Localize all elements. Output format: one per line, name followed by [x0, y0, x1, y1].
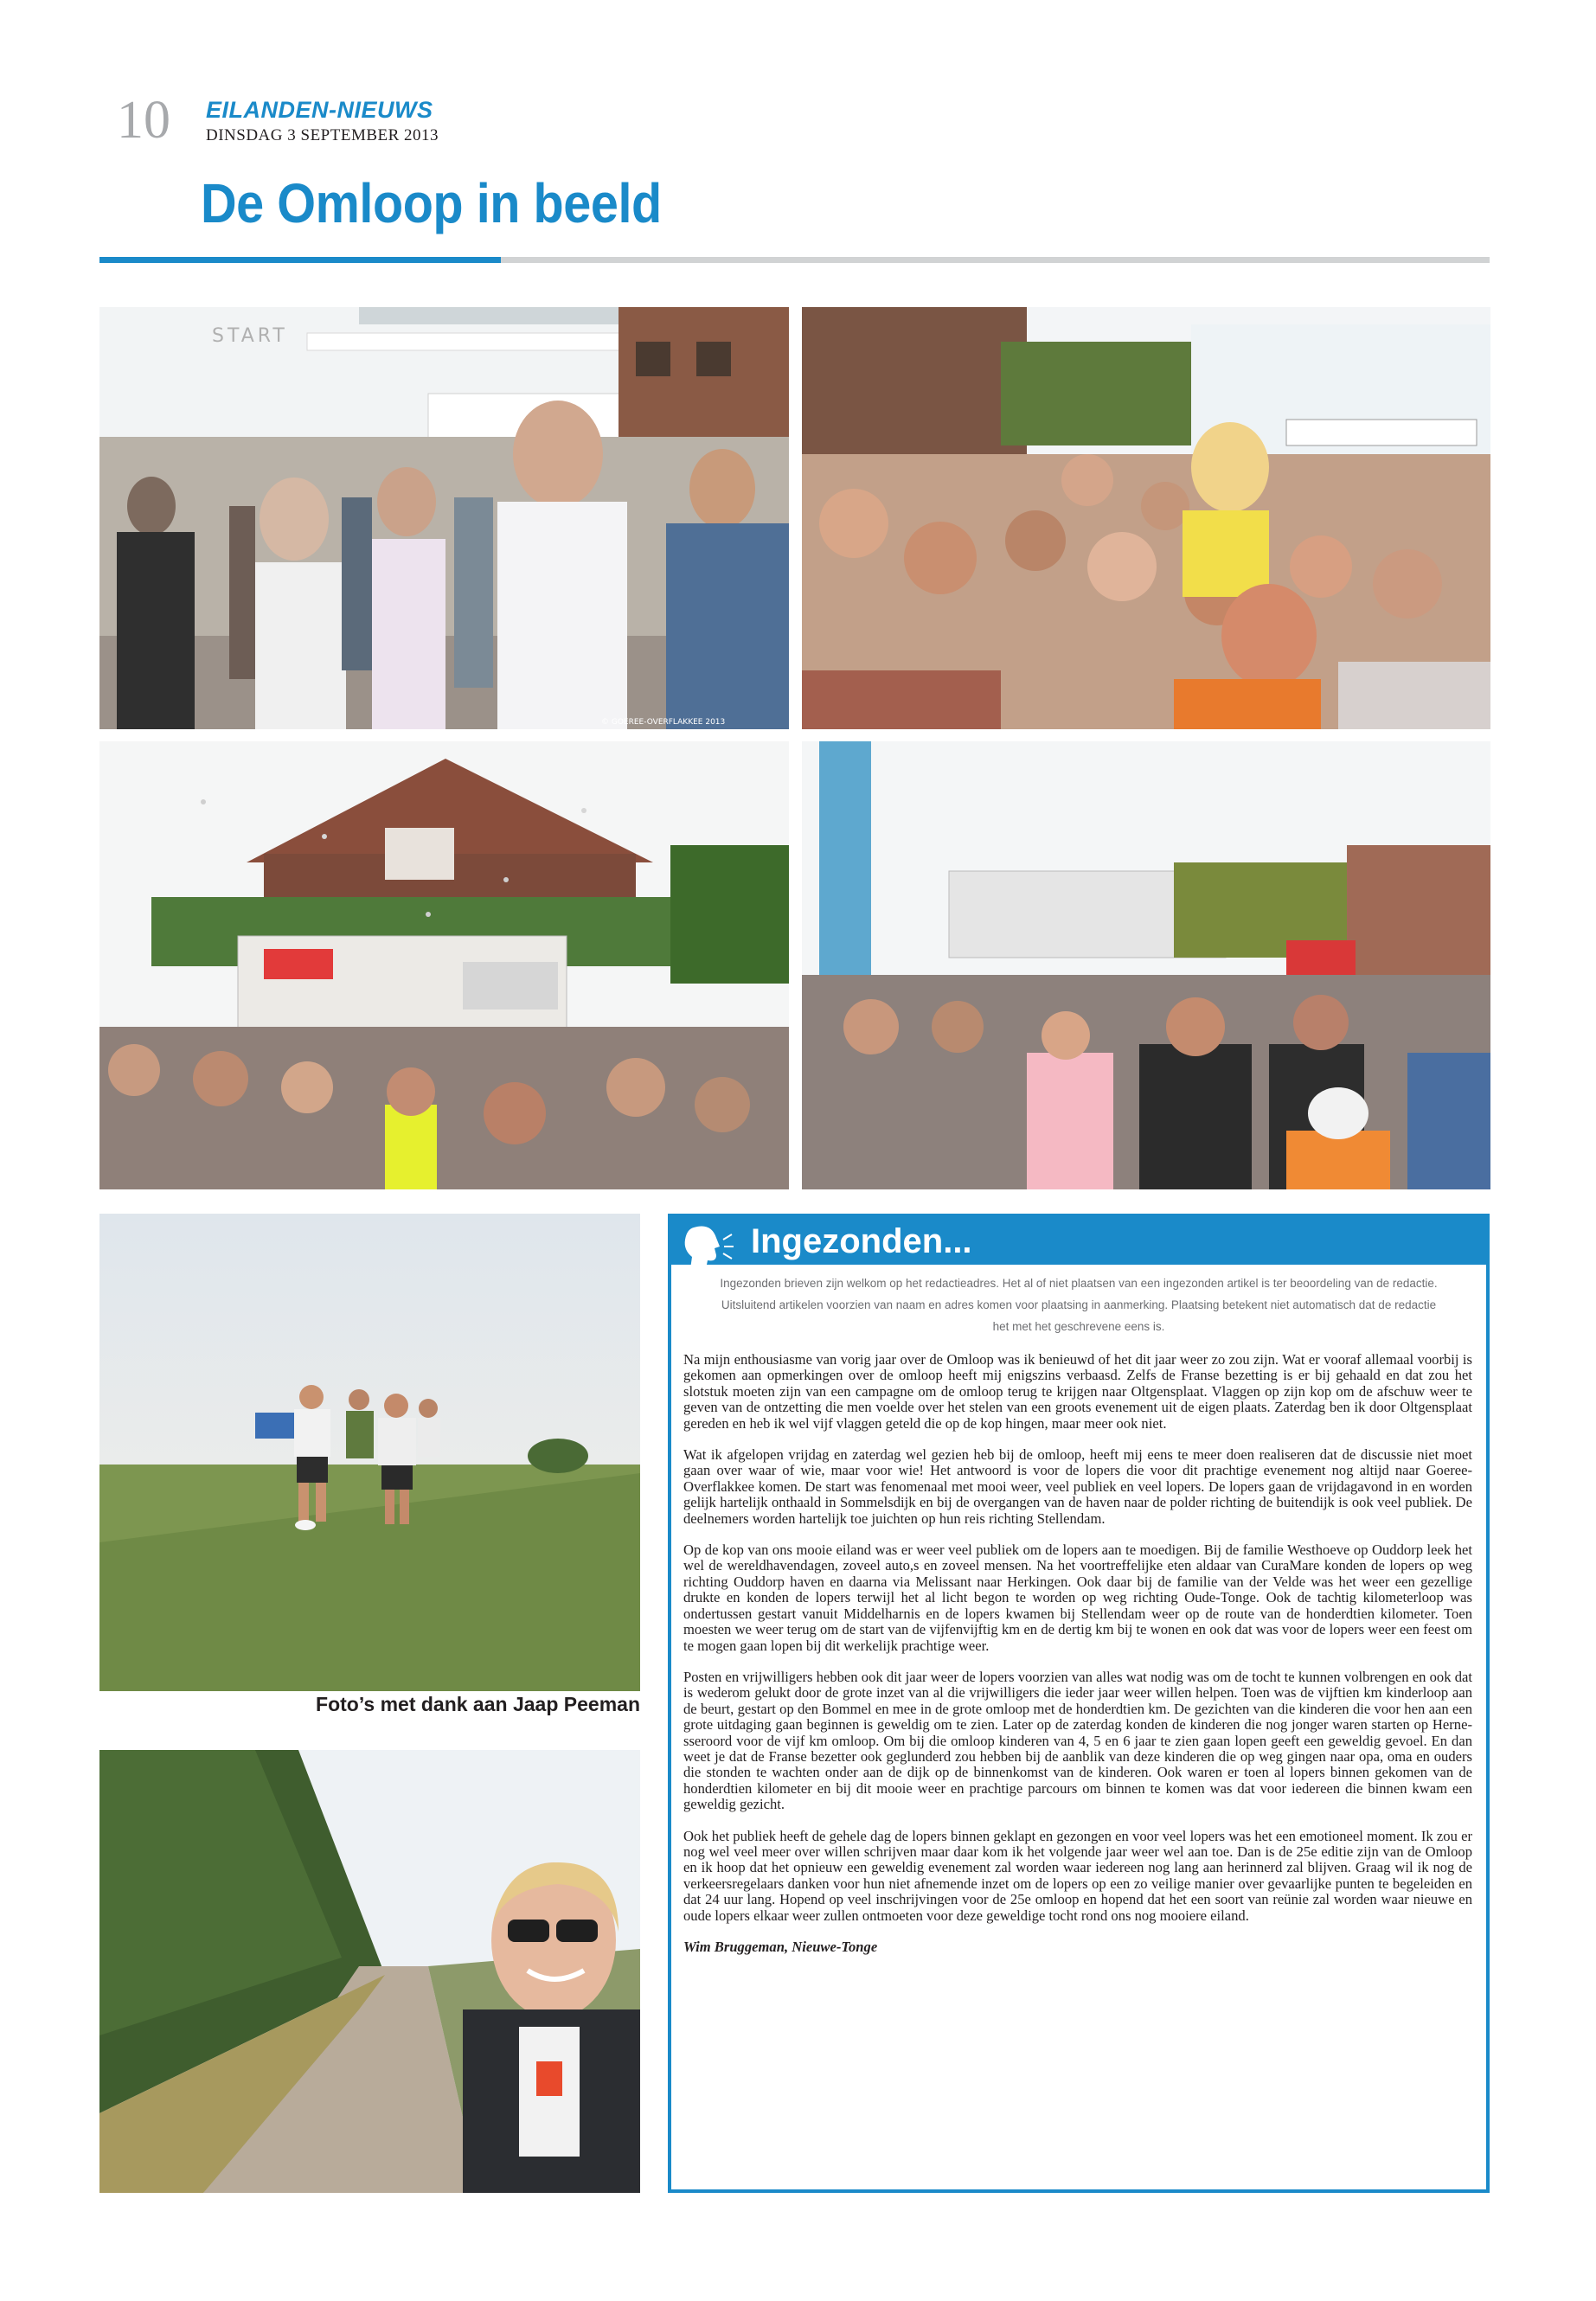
- photo-start-crowd: [99, 307, 789, 729]
- letter-paragraph: Op de kop van ons mooie eiland was er weer veel publiek om de lopers aan te moedigen. Bij de familie Westhoeve op Ouddorp leek het wel de wereldhavendagen, zoveel auto,s en zoveel mensen. Na het voortreffelijke eten aldaar van CuraMare konden de lopers op weg richting Ouddorp haven en daarna via Melissant naar Herkingen. Ook daar bij de familie van der Velde was het weer een gezellige drukte en konden de lopers terwijl het al licht begon te worden op weg richting Oude-Tonge. Ook de tachtig kilometerloop was ondertussen gestart vanuit Middelharnis en de lopers kwamen bij Stellendam weer op de route van de honderdtien kilometer. Toen moesten we weer terug om de start van de vijfenvijftig km en de dertig km bij te wonen en ook dat was voor de lopers weer een feest om te mogen gaan lopen bij dit werkelijk prachtige weer.: [683, 1541, 1472, 1654]
- photo-crowd-child: [802, 307, 1490, 729]
- letters-section: [668, 1214, 1490, 2193]
- issue-date: DINSDAG 3 SEPTEMBER 2013: [206, 126, 439, 144]
- photo-walkers-dike: [99, 1214, 640, 1691]
- photo-credit: © GOEREE-OVERFLAKKEE 2013: [601, 718, 726, 727]
- speech-head-icon: [682, 1221, 735, 1272]
- photo-walkers-start: [802, 741, 1490, 1189]
- letter-paragraph: Wat ik afgelopen vrijdag en zaterdag wel gezien heb bij de omloop, heeft mij eens te meer doen realiseren dat de discussie niet moet gaan over waar of wie, maar voor wie! Het antwoord is voor de lopers die voor dit prachtige evenement nog altijd naar Goeree-Overflakkee komen. De start was fenomenaal met mooi weer, veel publiek en veel lopers. De lopers gaan de vrijdagavond in en worden gelijk hartelijk onthaald in Sommelsdijk en bij de overgangen van de haven naar de polder richting de buitendijk is ook veel publiek. De deelnemers worden hartelijk toe juichten op hun reis richting Stellendam.: [683, 1446, 1472, 1527]
- letter-paragraph: Ook het publiek heeft de gehele dag de lopers binnen geklapt en gezongen en voor veel lopers was het een emotioneel moment. Ik zou er nog wel veel meer over willen schrijven maar daar kom ik het volgende jaar weer wel aan toe. Dan is de 25e editie zijn van de Omloop en ik hoop dat het opnieuw een geweldig evenement zal worden waar iedereen nog lang aan herinnerd zal blijven. Graag wil ik nog de verkeersregelaars danken voor hun niet afnemende inzet om de lopers op een zo veilige manier over gevaarlijke punten te begeleiden en dat 24 uur lang. Hopend op veel inschrijvingen voor de 25e omloop en hopend dat het een soort van reünie zal worden waar nieuwe en oude lopers elkaar weer zullen ontmoeten voor deze geweldige tocht rond ons nog mooiere eiland.: [683, 1827, 1472, 1924]
- photo-woman-sunglasses: [99, 1750, 640, 2193]
- letter-signature: Wim Bruggeman, Nieuwe-Tonge: [683, 1939, 878, 1955]
- header-rule-accent: [99, 257, 501, 263]
- intro-line: Uitsluitend artikelen voorzien van naam en adres komen voor plaatsing in aanmerking. Plaatsing betekent niet automatisch dat de redactie: [721, 1298, 1437, 1311]
- letters-title: Ingezonden...: [751, 1222, 972, 1260]
- intro-line: Ingezonden brieven zijn welkom op het redactieadres. Het al of niet plaatsen van een ingezonden artikel is ter beoordeling van de redactie.: [720, 1277, 1438, 1290]
- letter-paragraph: Posten en vrijwilligers hebben ook dit jaar weer de lopers voorzien van alles wat nodig was om de tocht te kunnen volbrengen en ook dat is wederom gelukt door de grote inzet van al die vrijwilligers die ieder jaar weer willen helpen. Toen was de vijftien km kinderloop aan de beurt, gestart op den Bommel en mee in de grote omloop met de honderdtien km. De gezichten van die kinderen die voor hen aan een grote uitdaging gaan beginnen is geweldig om te zien. Later op de zaterdag konden de kinderen die nog jonger waren starten op Hernesseroord voor de vijf km omloop. Om bij die omloop kinderen van 4, 5 en 6 jaar te zien gaan lopen geeft een geweldig gevoel. En dan weet je dat de Franse bezetter ook geglunderd zou hebben bij de aanblik van deze kinderen die op weg gingen naar opa, oma en ouders die stonden te wachten onder aan de dijk op de binnenkomst van de kinderen. Ook waren er toen al lopers binnen gekomen van de honderdtien kilometer en bij dit mooie weer en prachtige parcours om binnen te komen was dat voor iedereen die binnen kwam een geweldig gezicht.: [683, 1668, 1472, 1813]
- photo-caption: Foto’s met dank aan Jaap Peeman: [316, 1693, 640, 1715]
- letters-intro: [682, 1272, 1476, 1337]
- letter-paragraph: Na mijn enthousiasme van vorig jaar over de Omloop was ik benieuwd of het dit jaar weer zo zou zijn. Wat er vooraf allemaal voorbij is gekomen aan opmerkingen over de omloop heeft mij enigszins verbaasd. Zelfs de Franse bezetting is er bij gehaald en dat zou het slotstuk moeten zijn van een campagne om de omloop terug te krijgen naar Oltgensplaat. Vlaggen op zijn kop om de afschuw weer te geven van de ontzetting die men voelde over het stelen van een groots evenement uit de eigen plaats. Zaterdag ben ik door Oltgensplaat gereden en heb ik wel vijf vlaggen geteld die op de kop hingen, maar meer ook niet.: [683, 1351, 1472, 1432]
- page-number: 10: [117, 91, 170, 150]
- letters-header: [671, 1217, 1486, 1265]
- page-headline: De Omloop in beeld: [201, 172, 662, 234]
- start-banner-text: START: [212, 325, 288, 347]
- newspaper-brand: EILANDEN-NIEUWS: [206, 97, 433, 123]
- intro-line: het met het geschrevene eens is.: [992, 1320, 1165, 1333]
- letter-body: [683, 1352, 1472, 1955]
- photo-confetti-building: [99, 741, 789, 1189]
